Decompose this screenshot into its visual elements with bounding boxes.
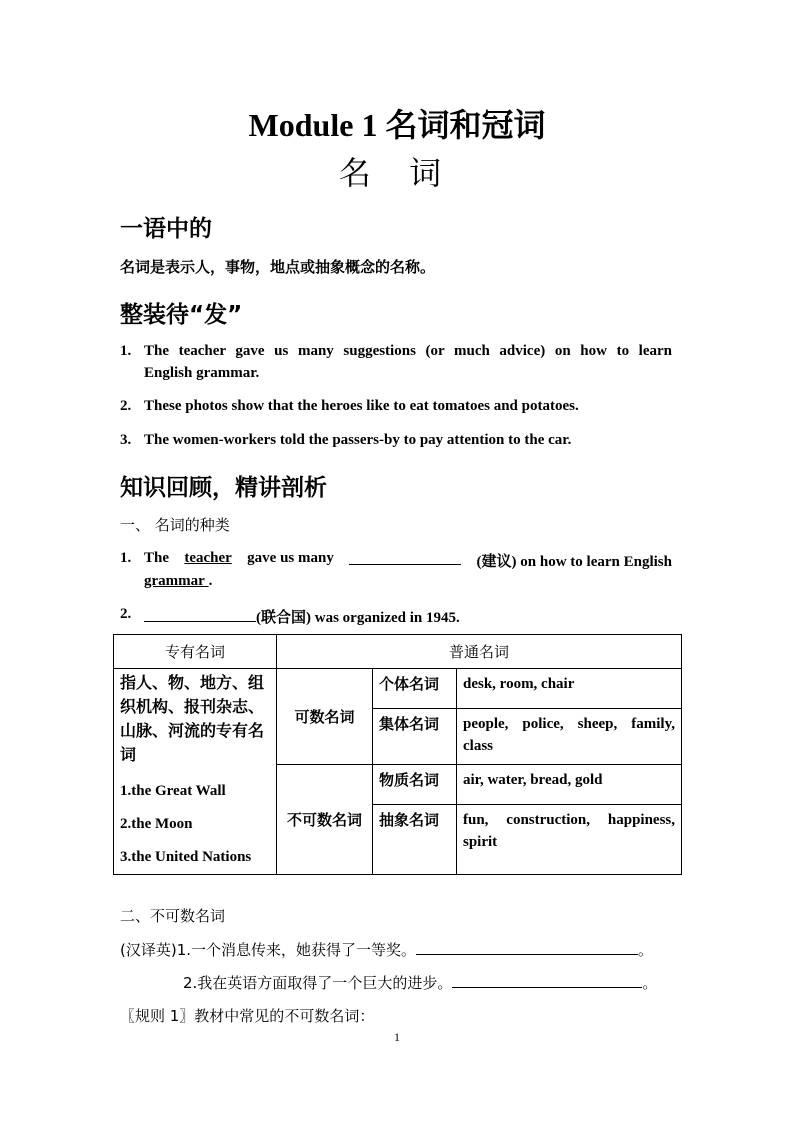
proper-noun-description: 指人、物、地方、组织机构、报刊杂志、山脉、河流的专有名词	[120, 673, 265, 764]
answer-blank[interactable]	[416, 940, 638, 955]
exercise-text: .	[208, 573, 213, 589]
underlined-word: teacher	[184, 550, 232, 566]
section-heading-part2: 二、不可数名词	[120, 907, 226, 925]
list-item-line: These photos show that the heroes like to eat tomatoes and potatoes.	[144, 398, 579, 414]
table-header-common: 普通名词	[277, 635, 682, 669]
list-item-line: The teacher gave us many suggestions (or much advice) on how to learn	[144, 343, 672, 359]
exercise-text: (建议) on how to learn English	[476, 554, 672, 570]
countable-label: 可数名词	[277, 669, 373, 765]
list-item	[144, 343, 672, 360]
exercise-line	[144, 573, 212, 590]
material-label: 物质名词	[373, 765, 457, 805]
rule-text: 〖规则 1〗教材中常见的不可数名词：	[120, 1007, 375, 1025]
list-item-line: English grammar.	[144, 365, 260, 381]
question-text: 2.我在英语方面取得了一个巨大的进步。	[183, 974, 453, 992]
page-subtitle: 名 词	[338, 154, 456, 192]
section-heading-1: 一语中的	[120, 216, 212, 242]
material-examples: air, water, bread, gold	[457, 765, 682, 805]
proper-noun-examples	[114, 769, 276, 874]
list-item-number: 2.	[120, 398, 132, 414]
question-text: 1.一个消息传来，她获得了一等奖。	[176, 941, 417, 959]
proper-noun-example: 2.the Moon	[120, 816, 193, 832]
collective-examples: people, police, sheep, family, class	[457, 709, 682, 765]
noun-types-table	[113, 634, 682, 875]
proper-noun-example: 1.the Great Wall	[120, 783, 226, 799]
list-item-line: The women-workers told the passers-by to pay attention to the car.	[144, 432, 572, 448]
answer-blank[interactable]	[349, 550, 461, 565]
subsection-heading: 一、 名词的种类	[120, 516, 230, 534]
answer-blank[interactable]	[452, 973, 642, 988]
exercise-line	[144, 606, 460, 627]
list-item-number: 3.	[120, 432, 132, 448]
section-heading-3: 知识回顾，精讲剖析	[120, 475, 327, 501]
exercise-line	[144, 550, 672, 571]
section-1-text: 名词是表示人，事物，地点或抽象概念的名称。	[120, 258, 436, 276]
answer-blank[interactable]	[144, 607, 256, 622]
individual-label: 个体名词	[373, 669, 457, 709]
table-header-proper: 专有名词	[114, 635, 277, 669]
abstract-examples: fun, construction, happiness, spirit	[457, 805, 682, 875]
list-item-number: 1.	[120, 343, 132, 359]
page-number: 1	[394, 1030, 400, 1044]
exercise-number: 2.	[120, 606, 132, 622]
abstract-label: 抽象名词	[373, 805, 457, 875]
individual-examples: desk, room, chair	[457, 669, 682, 709]
translation-question-1	[120, 939, 653, 960]
exercise-text: (联合国) was organized in 1945.	[256, 610, 460, 626]
proper-noun-example: 3.the United Nations	[120, 849, 252, 865]
uncountable-label: 不可数名词	[277, 765, 373, 875]
proper-noun-cell	[114, 669, 277, 875]
underlined-word: grammar	[144, 573, 205, 589]
exercise-text: The	[144, 550, 170, 566]
end-mark: 。	[638, 941, 654, 959]
exercise-number: 1.	[120, 550, 132, 566]
page-title: Module 1 名词和冠词	[248, 107, 546, 143]
section-heading-2: 整装待“发”	[120, 302, 243, 328]
collective-label: 集体名词	[373, 709, 457, 765]
end-mark: 。	[642, 974, 658, 992]
question-prefix: (汉译英)	[120, 941, 177, 959]
translation-question-2	[183, 972, 657, 993]
exercise-text: gave us many	[247, 550, 334, 566]
